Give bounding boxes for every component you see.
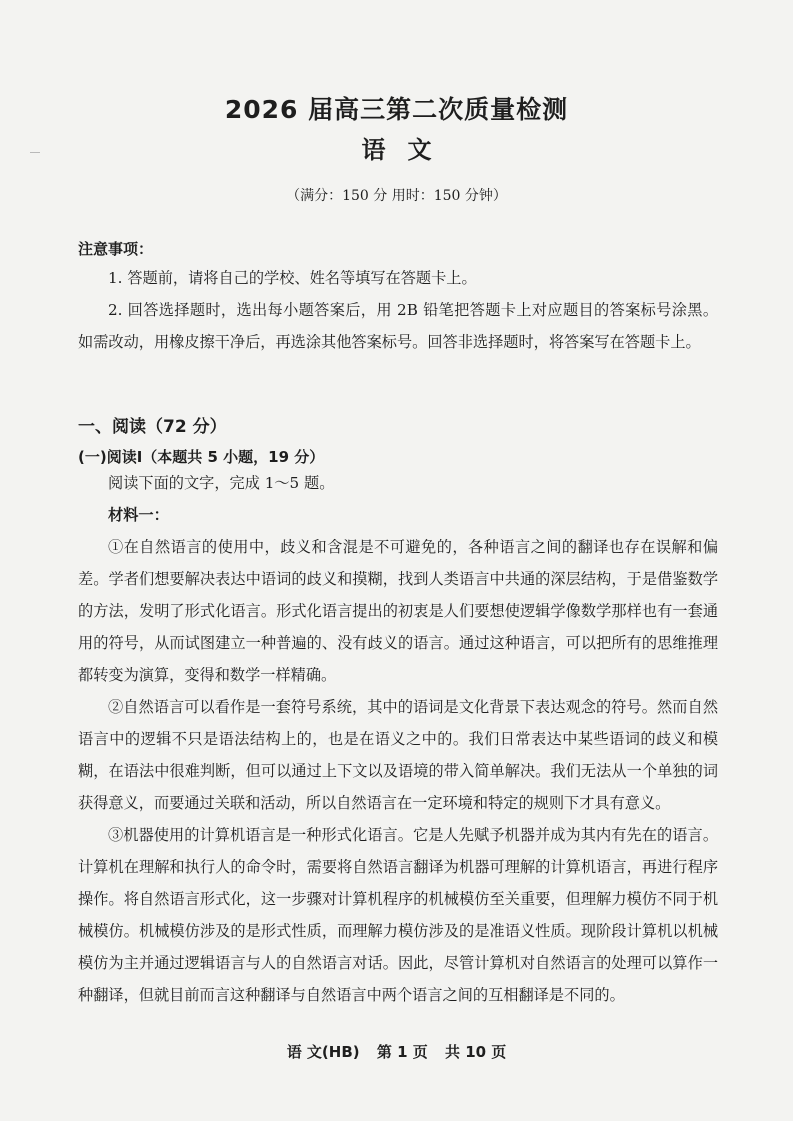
footer-total-pages: 共 10 页 (444, 1043, 507, 1061)
subsection-heading: (一)阅读Ⅰ（本题共 5 小题，19 分） (78, 448, 325, 466)
section-heading: 一、阅读（72 分） (78, 417, 227, 437)
paragraph: ③机器使用的计算机语言是一种形式化语言。它是人先赋予机器并成为其内有先在的语言。计算机在理解和执行人的命令时，需要将自然语言翻译为机器可理解的计算机语言，再进行程序操作。将自然语言形式化，这一步骤对计算机程序的机械模仿至关重要，但理解力模仿不同于机械模仿。机械模仿涉及的是形式性质，而理解力模仿涉及的是准语义性质。现阶段计算机以机械模仿为主并通过逻辑语言与人的自然语言对话。因此，尽管计算机对自然语言的处理可以算作一种翻译，但就目前而言这种翻译与自然语言中两个语言之间的互相翻译是不同的。 (78, 826, 718, 1004)
reading-passage (78, 467, 718, 1011)
note-item: 2. 回答选择题时，选出每小题答案后，用 2B 铅笔把答题卡上对应题目的答案标号涂黑。如需改动，用橡皮擦干净后，再选涂其他答案标号。回答非选择题时，将答案写在答题卡上。 (78, 301, 718, 351)
paragraph: ②自然语言可以看作是一套符号系统，其中的语词是文化背景下表达观念的符号。然而自然语言中的逻辑不只是语法结构上的，也是在语义之中的。我们日常表达中某些语词的歧义和模糊，在语法中很难判断，但可以通过上下文以及语境的带入简单解决。我们无法从一个单独的词获得意义，而要通过关联和活动，所以自然语言在一定环境和特定的规则下才具有意义。 (78, 698, 718, 812)
page-footer (0, 1041, 793, 1062)
footer-subject: 语 文(HB) (286, 1043, 360, 1061)
subject-title: 语文 (361, 136, 454, 164)
note-item: 1. 答题前，请将自己的学校、姓名等填写在答题卡上。 (108, 269, 477, 287)
exam-title: 2026 届高三第二次质量检测 (224, 95, 569, 124)
material-label: 材料一： (108, 506, 169, 524)
notes-list (78, 262, 718, 358)
footer-page-number: 第 1 页 (376, 1043, 428, 1061)
notes-title: 注意事项： (78, 240, 154, 258)
reading-instruction: 阅读下面的文字，完成 1～5 题。 (108, 474, 335, 492)
paragraph: ①在自然语言的使用中，歧义和含混是不可避免的，各种语言之间的翻译也存在误解和偏差。学者们想要解决表达中语词的歧义和摸糊，找到人类语言中共通的深层结构，于是借鉴数学的方法，发明了形式化语言。形式化语言提出的初衷是人们要想使逻辑学像数学那样也有一套通用的符号，从而试图建立一种普遍的、没有歧义的语言。通过这种语言，可以把所有的思维推理都转变为演算，变得和数学一样精确。 (78, 538, 718, 684)
score-time-info: （满分：150 分 用时：150 分钟） (286, 188, 507, 204)
